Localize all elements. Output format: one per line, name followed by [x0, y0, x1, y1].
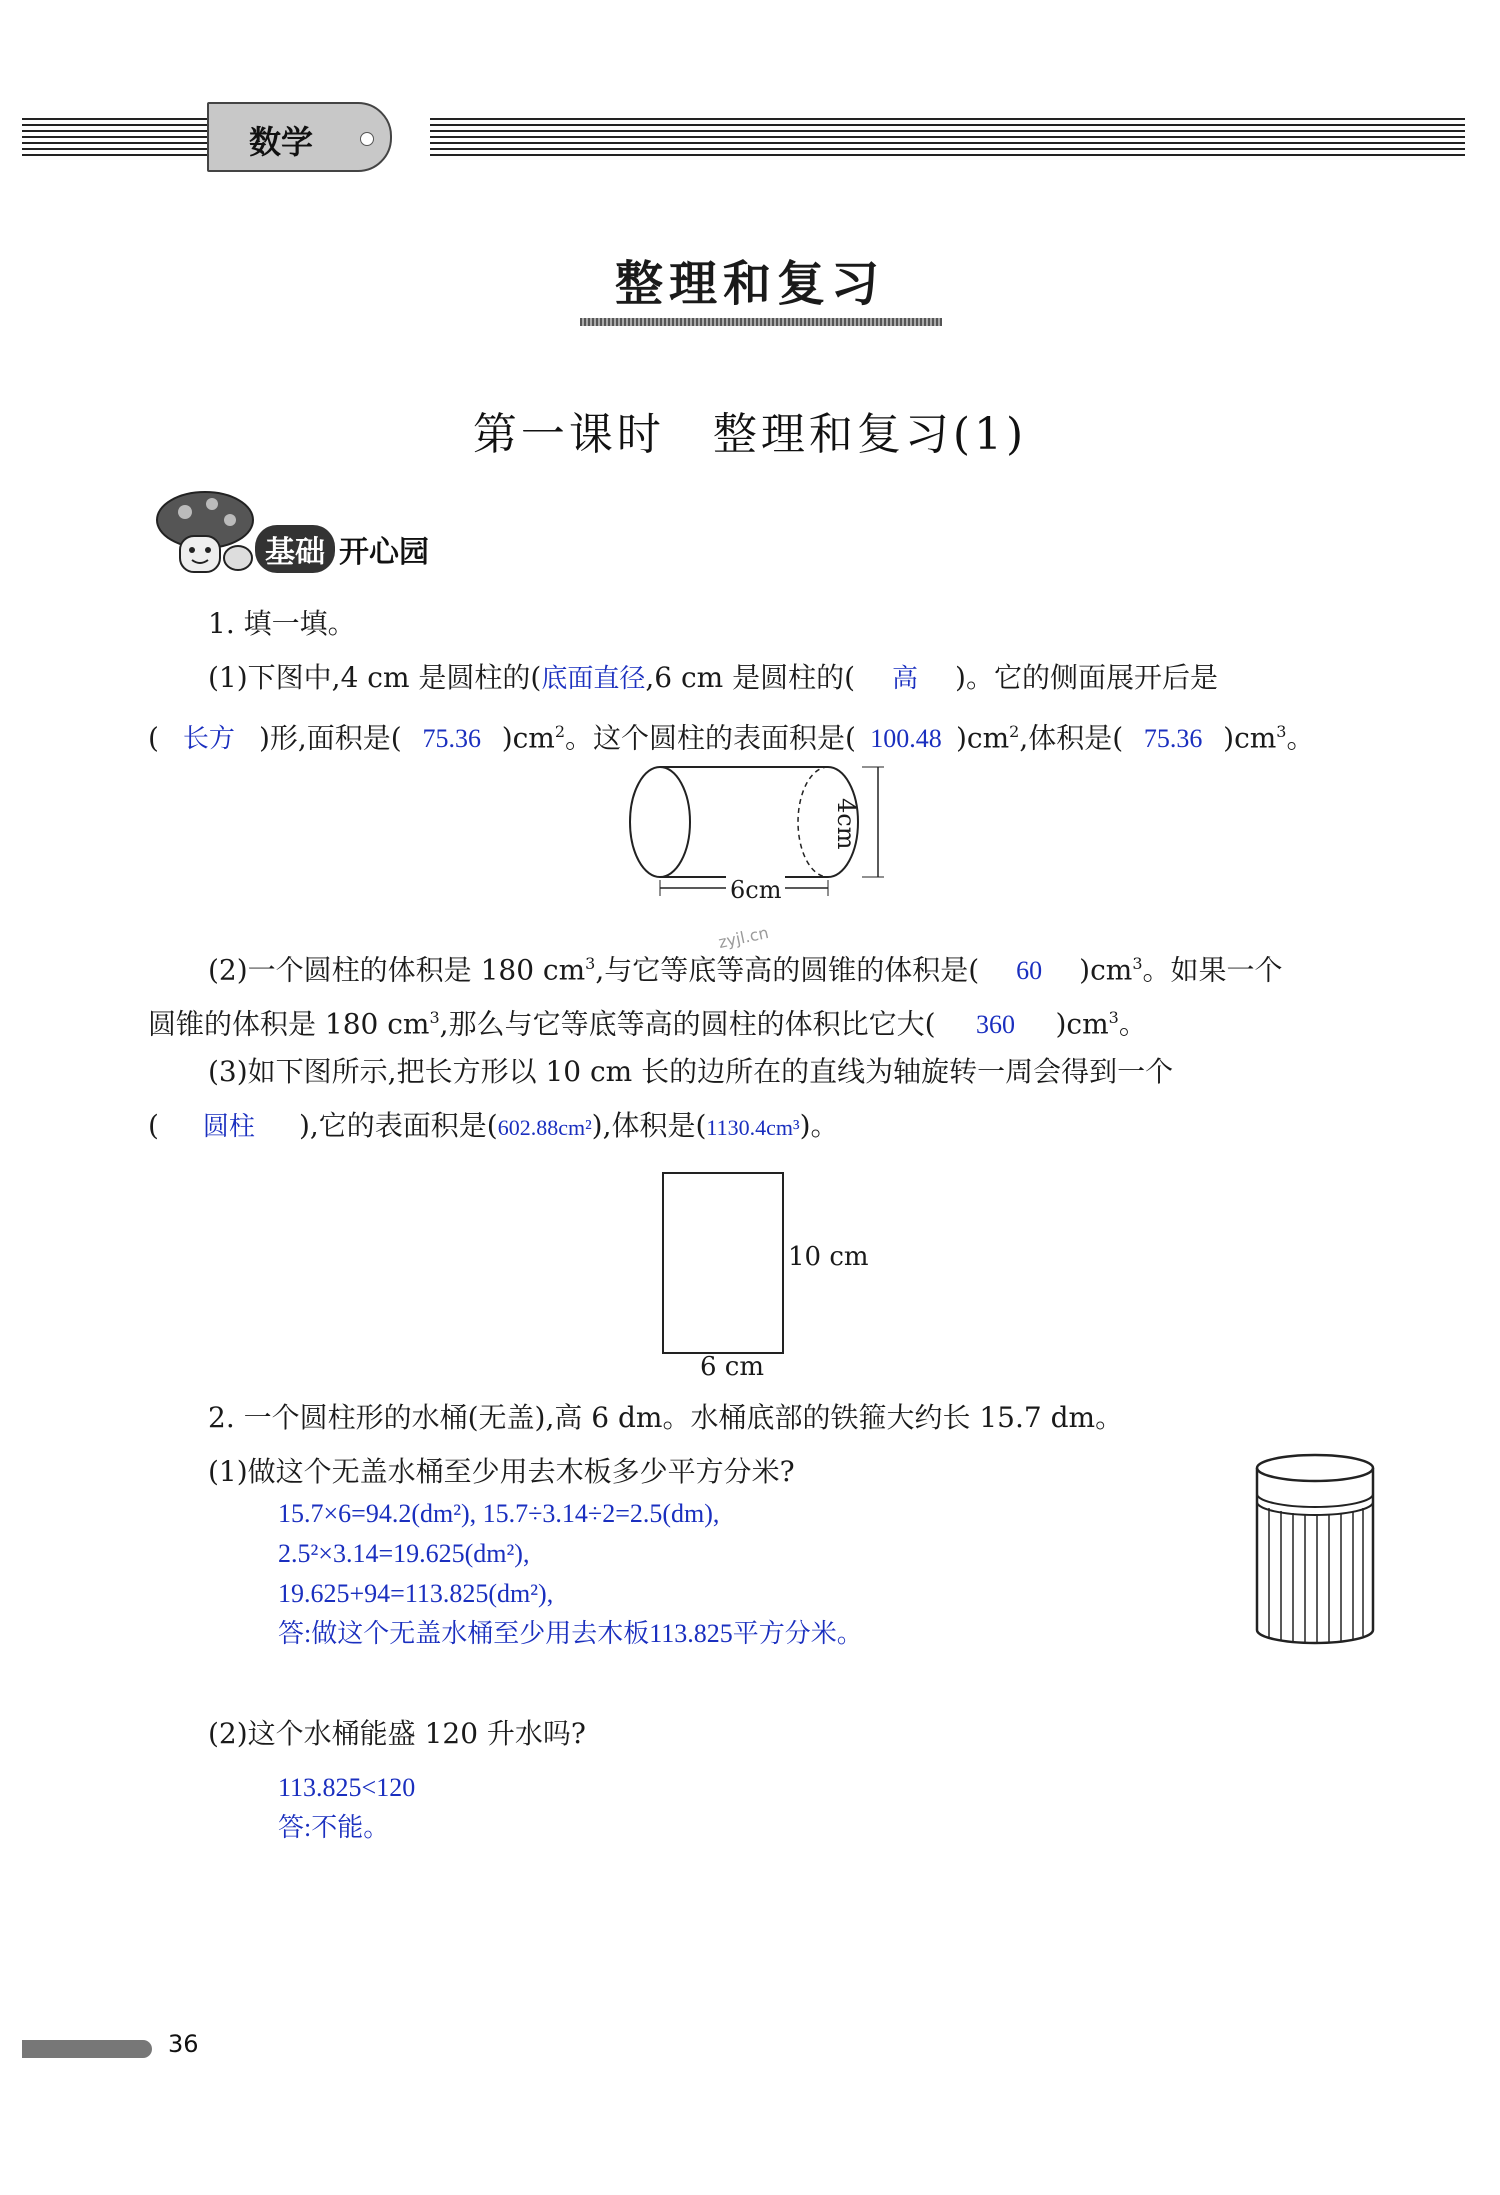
- q2-p2-solution-line: 113.825<120: [278, 1773, 416, 1802]
- text: 。这个圆柱的表面积是(: [565, 721, 856, 755]
- cylinder-length-label: 6cm: [726, 876, 785, 904]
- bucket-icon: [1245, 1450, 1385, 1650]
- q2-label: 2. 一个圆柱形的水桶(无盖),高 6 dm。水桶底部的铁箍大约长 15.7 dm。: [208, 1401, 1124, 1434]
- q2-p2-solution-line: 答:不能。: [278, 1813, 390, 1842]
- title-underline: [580, 318, 942, 326]
- text: ,与它等底等高的圆锥的体积是(: [595, 953, 980, 987]
- footer-bar: [22, 2040, 152, 2058]
- answer-height: 高: [892, 664, 919, 693]
- answer-solid-surface: 602.88cm²: [497, 1115, 592, 1140]
- q2-p1-solution-line: 19.625+94=113.825(dm²),: [278, 1579, 554, 1608]
- header-rule-right: [430, 118, 1465, 158]
- header-rule-left: [22, 118, 207, 158]
- lesson-title: 第一课时 整理和复习(1): [472, 409, 1028, 460]
- q1-p1-line2: ( 长方 )形,面积是( 75.36 )$cm^2$。这个圆柱的表面积是( 100.48 )$cm^2$,体积是( 75.36 )$cm^3$。: [148, 712, 1315, 759]
- text: )。: [799, 1109, 839, 1142]
- answer-cone-volume: 60: [1016, 956, 1043, 986]
- mushroom-icon: [150, 488, 260, 578]
- section-pill: 基础: [255, 525, 335, 573]
- text: 。: [1118, 1007, 1147, 1041]
- q1-p2-line2: 圆锥的体积是 180 $cm^3$,那么与它等底等高的圆柱的体积比它大( 360 )$cm^3$。: [148, 998, 1147, 1045]
- text: )cm: [1079, 953, 1133, 987]
- answer-solid: 圆柱: [202, 1112, 255, 1141]
- text: )形,面积是(: [258, 721, 402, 755]
- answer-shape: 长方: [182, 724, 235, 754]
- answer-solid-volume: 1130.4cm³: [706, 1115, 800, 1140]
- q2-p1-solution-line: 2.5²×3.14=19.625(dm²),: [278, 1539, 530, 1568]
- text: 圆锥的体积是 180 cm: [148, 1007, 430, 1041]
- text: (: [148, 1109, 159, 1142]
- page-title: 整理和复习: [614, 256, 885, 312]
- text: )cm: [501, 721, 555, 755]
- q2-p1-solution-line: 15.7×6=94.2(dm²), 15.7÷3.14÷2=2.5(dm),: [278, 1499, 720, 1528]
- rectangle-figure: [662, 1172, 784, 1354]
- watermark: zyjl.cn: [716, 922, 771, 953]
- text: (1)下图中,4 cm 是圆柱的(: [208, 661, 542, 694]
- text: )。它的侧面展开后是: [955, 661, 1218, 694]
- text: )cm: [1055, 1007, 1109, 1041]
- section-heading-rest: 开心园: [339, 535, 429, 570]
- text: (: [148, 721, 159, 755]
- section-heading: [255, 525, 429, 573]
- text: ),体积是(: [591, 1109, 707, 1142]
- text: 。: [1286, 721, 1315, 755]
- rectangle-bottom-label: 6 cm: [700, 1352, 765, 1382]
- answer-diameter: 底面直径: [541, 664, 646, 693]
- rectangle-side-label: 10 cm: [788, 1242, 869, 1272]
- q1-label: 1. 填一填。: [208, 607, 356, 640]
- answer-volume: 75.36: [1143, 724, 1203, 754]
- text: 。如果一个: [1142, 953, 1283, 987]
- answer-difference: 360: [976, 1010, 1015, 1040]
- subject-tab: [207, 102, 392, 172]
- q1-p3-line1: (3)如下图所示,把长方形以 10 cm 长的边所在的直线为轴旋转一周会得到一个: [208, 1055, 1174, 1088]
- q2-p2-question: (2)这个水桶能盛 120 升水吗?: [208, 1717, 586, 1750]
- q2-p1-question: (1)做这个无盖水桶至少用去木板多少平方分米?: [208, 1455, 795, 1488]
- q2-p1-solution-line: 答:做这个无盖水桶至少用去木板113.825平方分米。: [278, 1619, 863, 1648]
- q1-p1-line1: [208, 658, 1218, 699]
- text: (2)一个圆柱的体积是 180 cm: [208, 953, 586, 987]
- answer-surface-area: 100.48: [870, 724, 942, 754]
- answer-lateral-area: 75.36: [422, 724, 481, 754]
- text: )cm: [955, 721, 1010, 755]
- text: ,6 cm 是圆柱的(: [645, 661, 856, 694]
- text: ),它的表面积是(: [298, 1109, 498, 1142]
- subject-label: 数学: [249, 123, 314, 161]
- q1-p3-line2: [148, 1106, 839, 1148]
- tab-hole-icon: [360, 132, 374, 146]
- cylinder-height-label: 4cm: [832, 798, 860, 850]
- q1-p2-line1: (2)一个圆柱的体积是 180 $cm^3$,与它等底等高的圆锥的体积是( 60 )$cm^3$。如果一个: [208, 944, 1283, 991]
- text: ,体积是(: [1019, 721, 1124, 755]
- page-number: 36: [168, 2030, 199, 2058]
- text: )cm: [1223, 721, 1277, 755]
- text: ,那么与它等底等高的圆柱的体积比它大(: [439, 1007, 936, 1041]
